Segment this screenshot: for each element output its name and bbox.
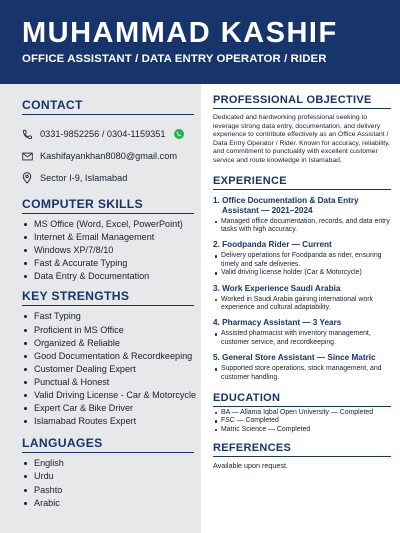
job-bullet: Assisted pharmacist with inventory management, customer service, and recordkeeping.: [213, 330, 392, 347]
references-title: REFERENCES: [213, 442, 391, 457]
contact-phone: 0331-9852256 / 0304-1159351: [40, 129, 166, 139]
skill-item: Data Entry & Documentation: [22, 270, 201, 283]
key-strengths-section: [22, 289, 201, 428]
location-pin-icon: [22, 172, 40, 184]
strength-item: Proficient in MS Office: [22, 324, 201, 337]
job-bullet: Valid driving license holder (Car & Motorcycle): [213, 269, 392, 277]
resume-header: [0, 0, 400, 84]
skill-item: Internet & Email Management: [22, 231, 201, 244]
contact-address-row: [22, 167, 201, 189]
education-item: BA — Allama Iqbal Open University — Completed: [213, 409, 392, 417]
job-bullet: Worked in Saudi Arabia gaining international work experience and cultural adaptability.: [213, 296, 392, 313]
contact-phone-row: [22, 123, 201, 145]
strength-item: Organized & Reliable: [22, 337, 201, 350]
contact-email-row: [22, 145, 201, 167]
strength-item: Valid Driving License - Car & Motorcycle: [22, 389, 201, 402]
strength-item: Fast Typing: [22, 310, 201, 323]
references-text: Available upon request.: [213, 461, 288, 471]
contact-section: [22, 98, 201, 189]
mail-icon: [22, 152, 40, 161]
key-strengths-title: KEY STRENGTHS: [22, 289, 194, 306]
contact-email: Kashifayankhan8080@gmail.com: [40, 151, 178, 161]
job-bullet: Delivery operations for Foodpanda as rider, ensuring timely and safe deliveries.: [213, 252, 392, 269]
experience-item: [213, 196, 392, 235]
experience-item: [213, 240, 392, 277]
skill-item: Fast & Accurate Typing: [22, 257, 201, 270]
strength-item: Good Documentation & Recordkeeping: [22, 350, 201, 363]
candidate-role: OFFICE ASSISTANT / DATA ENTRY OPERATOR / RIDER: [22, 53, 327, 65]
strength-item: Islamabad Routes Expert: [22, 415, 201, 428]
references-section: [213, 442, 392, 470]
contact-address: Sector I-9, Islamabad: [40, 173, 128, 183]
left-column: [0, 84, 201, 533]
objective-text: Dedicated and hardworking professional seeking to leverage strong data entry, documentation, and delivery experience to contribute effectively as an Office Assistant / Data Entry Operator / Rider. Known for accuracy, reliability, and commitment to punctuality with excellent customer service and route knowledge in Islamabad.: [213, 114, 390, 164]
candidate-name: MUHAMMAD KASHIF: [22, 17, 338, 49]
experience-item: [213, 284, 392, 313]
experience-title: EXPERIENCE: [213, 175, 391, 190]
right-column: [201, 84, 400, 533]
job-bullet: Managed office documentation, records, and data entry tasks with high accuracy.: [213, 218, 392, 235]
strength-item: Customer Dealing Expert: [22, 363, 201, 376]
objective-title: PROFESSIONAL OBJECTIVE: [213, 94, 391, 109]
job-title: 4. Pharmacy Assistant — 3 Years: [213, 318, 342, 328]
job-title: 5. General Store Assistant — Since Matric: [213, 353, 376, 363]
education-item: FSC — Completed: [213, 417, 392, 425]
job-title: 1. Office Documentation & Data Entry Assistant — 2021–2024: [213, 195, 359, 215]
job-title: 3. Work Experience Saudi Arabia: [213, 283, 341, 293]
computer-skills-section: [22, 197, 201, 283]
languages-title: LANGUAGES: [22, 436, 194, 453]
education-item: Matric Science — Completed: [213, 426, 392, 434]
job-bullet: Supported store operations, stock management, and customer handling.: [213, 365, 392, 382]
skill-item: Windows XP/7/8/10: [22, 244, 201, 257]
language-item: Pashto: [22, 484, 201, 497]
computer-skills-title: COMPUTER SKILLS: [22, 197, 194, 214]
skill-item: MS Office (Word, Excel, PowerPoint): [22, 218, 201, 231]
whatsapp-icon: [173, 128, 185, 140]
language-item: English: [22, 457, 201, 470]
experience-item: [213, 318, 392, 347]
phone-icon: [22, 129, 40, 140]
experience-item: [213, 353, 392, 382]
education-title: EDUCATION: [213, 392, 391, 407]
language-item: Arabic: [22, 497, 201, 510]
objective-section: [213, 94, 392, 166]
strength-item: Punctual & Honest: [22, 376, 201, 389]
language-item: Urdu: [22, 470, 201, 483]
education-section: [213, 392, 392, 434]
contact-title: CONTACT: [22, 98, 194, 115]
experience-section: [213, 175, 392, 382]
strength-item: Expert Car & Bike Driver: [22, 402, 201, 415]
job-title: 2. Foodpanda Rider — Current: [213, 240, 332, 250]
languages-section: [22, 436, 201, 509]
